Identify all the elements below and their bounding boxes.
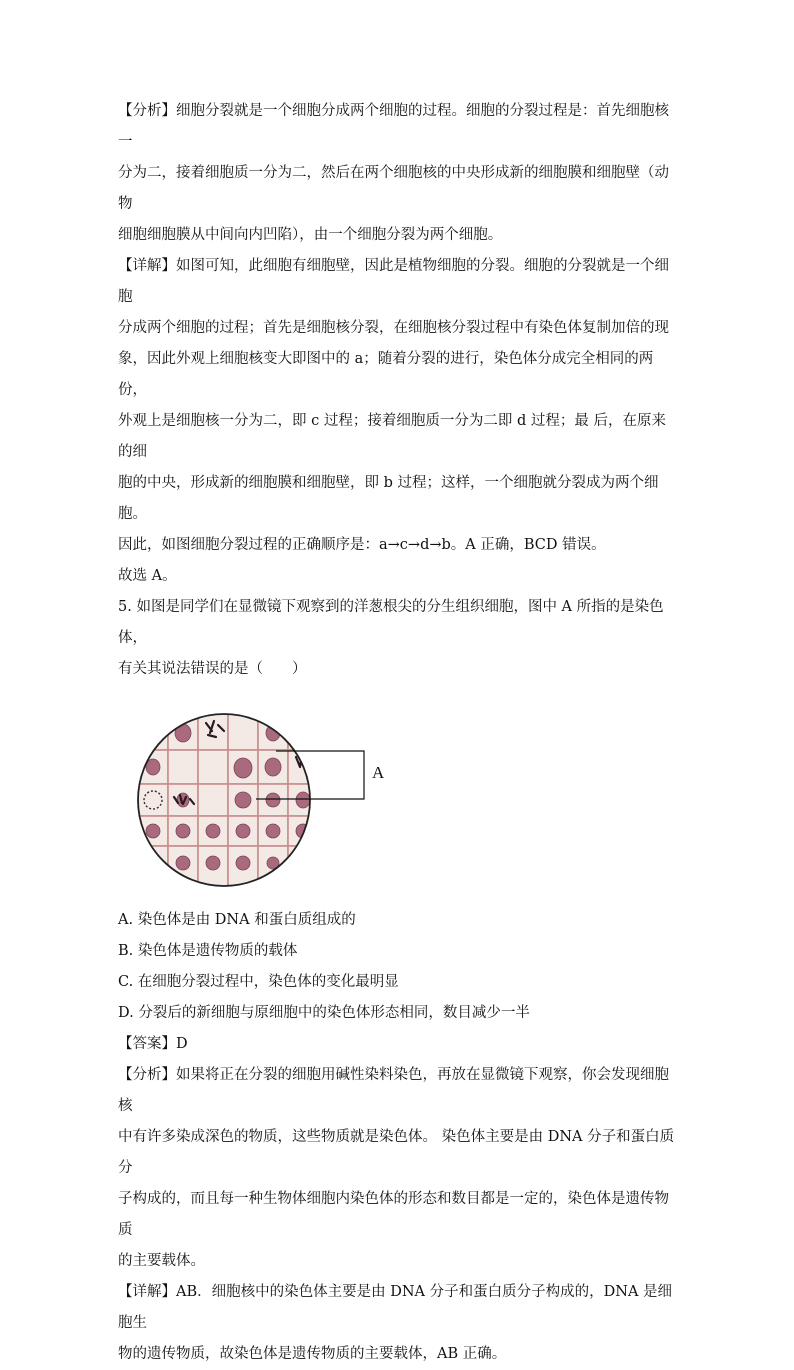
text-line: 的主要载体。 [118,1253,205,1269]
option-d: D. 分裂后的新细胞与原细胞中的染色体形态相同，数目减少一半 [118,1005,530,1021]
text-line: 胞的中央，形成新的细胞膜和细胞壁，即 b 过程；这样，一个细胞就分裂成为两个细胞。 [118,475,659,522]
detail-tag: 【详解】 [118,258,176,274]
detail-tag: 【详解】 [118,1284,176,1300]
answer-value: D [176,1036,188,1052]
answer-tag: 【答案】 [118,1036,176,1052]
choose-answer: 故选 A。 [118,568,177,584]
text-line: 子构成的，而且每一种生物体细胞内染色体的形态和数目都是一定的，染色体是遗传物质 [118,1191,669,1238]
text-line: 物的遗传物质，故染色体是遗传物质的主要载体，AB 正确。 [118,1346,507,1362]
label-A: A [372,763,385,782]
text-line: 细胞分裂就是一个细胞分成两个细胞的过程。细胞的分裂过程是：首先细胞核一 [118,103,669,150]
text-line: 外观上是细胞核一分为二，即 c 过程；接着细胞质一分为二即 d 过程；最 后，在原来的细 [118,413,666,460]
text-line: 细胞细胞膜从中间向内凹陷），由一个细胞分裂为两个细胞。 [118,227,503,243]
text-line: 象，因此外观上细胞核变大即图中的 a；随着分裂的进行，染色体分成完全相同的两份， [118,351,654,398]
option-a: A. 染色体是由 DNA 和蛋白质组成的 [118,912,356,928]
text-line: 因此，如图细胞分裂过程的正确顺序是：a→c→d→b。A 正确，BCD 错误。 [118,537,606,553]
detail-paragraph [118,251,678,313]
text-line: AB．细胞核中的染色体主要是由 DNA 分子和蛋白质分子构成的，DNA 是细胞生 [118,1284,673,1331]
text-line: 分为二，接着细胞质一分为二，然后在两个细胞核的中央形成新的细胞膜和细胞壁（动物 [118,165,669,212]
answer-line [118,1029,678,1060]
option-b: B. 染色体是遗传物质的载体 [118,943,298,959]
question-stem-cont: 有关其说法错误的是（ ） [118,661,307,677]
text-line: 如图可知，此细胞有细胞壁，因此是植物细胞的分裂。细胞的分裂就是一个细胞 [118,258,669,305]
analysis-paragraph [118,1060,678,1122]
analysis-tag: 【分析】 [118,103,176,119]
text-line: 分成两个细胞的过程；首先是细胞核分裂，在细胞核分裂过程中有染色体复制加倍的现 [118,320,669,336]
cell-micrograph [136,711,396,889]
document-page [118,96,678,1370]
text-line: 如果将正在分裂的细胞用碱性染料染色，再放在显微镜下观察，你会发现细胞核 [118,1067,669,1114]
analysis-tag: 【分析】 [118,1067,176,1083]
microscope-figure [136,711,396,889]
text-line: 中有许多染成深色的物质，这些物质就是染色体。 染色体主要是由 DNA 分子和蛋白质分 [118,1129,675,1176]
analysis-paragraph [118,96,678,158]
question-stem: 5. 如图是同学们在显微镜下观察到的洋葱根尖的分生组织细胞，图中 A 所指的是染色体， [118,599,664,646]
option-c: C. 在细胞分裂过程中，染色体的变化最明显 [118,974,399,990]
detail-paragraph [118,1277,678,1339]
